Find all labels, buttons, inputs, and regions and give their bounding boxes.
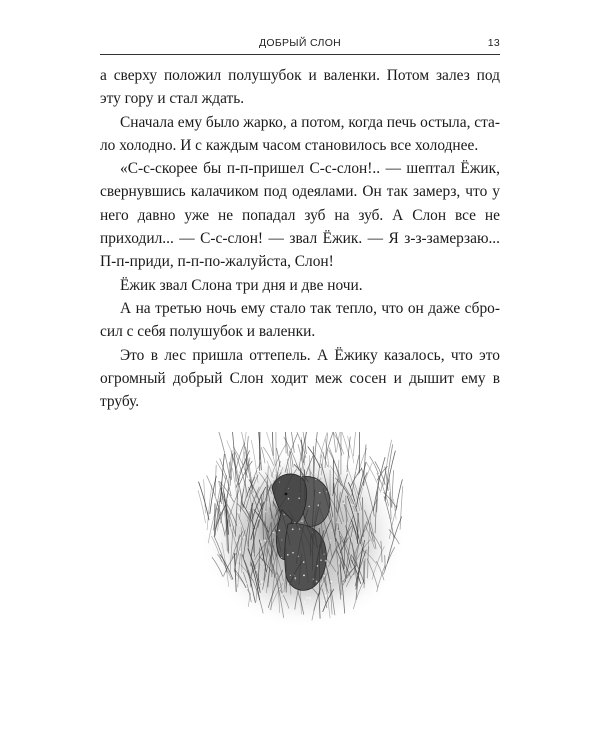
speckle — [246, 588, 248, 590]
speckle — [337, 585, 338, 586]
speckle — [295, 577, 297, 579]
speckle — [303, 575, 305, 577]
speckle — [352, 533, 353, 534]
speckle — [351, 504, 353, 506]
elephant-in-grass-icon — [196, 432, 410, 628]
speckle — [281, 540, 282, 541]
running-head — [100, 37, 500, 51]
speckle — [287, 554, 289, 556]
speckle — [256, 463, 258, 465]
speckle — [250, 589, 251, 590]
speckle — [301, 520, 302, 521]
grass-blade — [353, 432, 355, 456]
paragraph: А на третью ночь ему стало так тепло, что он даже сбросил с себя полушубок и валенки. — [100, 299, 500, 341]
speckle — [286, 471, 287, 472]
speckle — [358, 532, 359, 533]
speckle — [257, 469, 258, 470]
speckle — [240, 537, 241, 538]
speckle — [343, 502, 345, 504]
speckle — [354, 470, 356, 472]
speckle — [347, 597, 348, 598]
speckle — [324, 575, 325, 576]
speckle — [279, 530, 281, 532]
text-block — [100, 64, 500, 413]
speckle — [243, 468, 244, 469]
speckle — [316, 581, 318, 583]
speckle — [309, 597, 311, 599]
paragraph: Это в лес пришла оттепель. А Ёжику казалось, что это огромный добрый Слон ходит меж сосен и дышит ему в трубу. — [100, 346, 500, 411]
speckle — [299, 529, 300, 530]
speckle — [303, 561, 304, 562]
speckle — [325, 591, 326, 592]
speckle — [353, 505, 355, 507]
speckle — [236, 540, 237, 541]
elephant-eye — [285, 493, 288, 496]
speckle — [274, 532, 275, 533]
speckle — [239, 551, 241, 553]
speckle — [355, 479, 356, 480]
speckle — [275, 467, 276, 468]
speckle — [338, 469, 339, 470]
paragraph: Сначала ему было жарко, а потом, когда печь остыла, стало холодно. И с каждым часом становилось все холоднее. — [100, 113, 500, 154]
speckle — [292, 528, 294, 530]
speckle — [292, 552, 294, 554]
speckle — [262, 563, 263, 564]
speckle — [331, 530, 332, 531]
speckle — [283, 514, 284, 515]
speckle — [272, 532, 273, 533]
running-title: ДОБРЫЙ СЛОН — [258, 37, 342, 49]
speckle — [308, 506, 310, 508]
speckle — [247, 478, 249, 480]
speckle — [326, 491, 327, 492]
speckle — [323, 600, 324, 601]
speckle — [281, 557, 282, 558]
speckle — [254, 560, 255, 561]
speckle — [236, 582, 238, 584]
speckle — [249, 510, 250, 511]
speckle — [325, 560, 327, 562]
speckle — [245, 574, 246, 575]
speckle — [306, 597, 307, 598]
speckle — [320, 559, 322, 561]
speckle — [335, 475, 336, 476]
speckle — [324, 554, 325, 555]
speckle — [325, 595, 327, 597]
speckle — [315, 471, 317, 473]
speckle — [304, 601, 305, 602]
speckle — [288, 498, 290, 500]
header-rule — [100, 54, 500, 55]
speckle — [238, 511, 240, 513]
speckle — [295, 579, 296, 580]
speckle — [264, 540, 266, 542]
speckle — [359, 588, 360, 589]
paragraph: Ёжик звал Слона три дня и две ночи. — [120, 276, 363, 294]
elephant-illustration — [196, 432, 410, 628]
speckle — [276, 466, 277, 467]
speckle — [274, 472, 276, 474]
speckle — [336, 522, 337, 523]
speckle — [243, 536, 245, 538]
speckle — [245, 583, 247, 585]
speckle — [239, 525, 240, 526]
speckle — [315, 479, 316, 480]
speckle — [261, 581, 263, 583]
speckle — [279, 482, 280, 483]
speckle — [290, 575, 291, 576]
speckle — [339, 530, 340, 531]
speckle — [319, 492, 320, 493]
page-number: 13 — [487, 37, 500, 49]
paragraph: а сверху положил полушубок и валенки. Потом залез под эту гору и стал ждать. — [100, 67, 500, 108]
speckle — [288, 488, 289, 489]
speckle — [362, 486, 364, 488]
paragraph: «С-с-скорее бы п-п-пришел С-с-слон!.. — шептал Ёжик, свернувшись калачиком под одеялами. Он так замерз, что у него давно уже не попадал зуб на зуб. А Слон все не приходил... — С-с-слон! — звал Ёжик. — Я з-з-замерзаю... П-п-приди, п-п-по-жалуйста, Слон! — [100, 160, 500, 271]
speckle — [338, 562, 339, 563]
speckle — [363, 596, 365, 598]
speckle — [330, 540, 331, 541]
speckle — [240, 540, 241, 541]
speckle — [282, 593, 284, 595]
speckle — [240, 564, 241, 565]
speckle — [330, 581, 332, 583]
speckle — [265, 511, 267, 513]
speckle — [272, 479, 274, 481]
